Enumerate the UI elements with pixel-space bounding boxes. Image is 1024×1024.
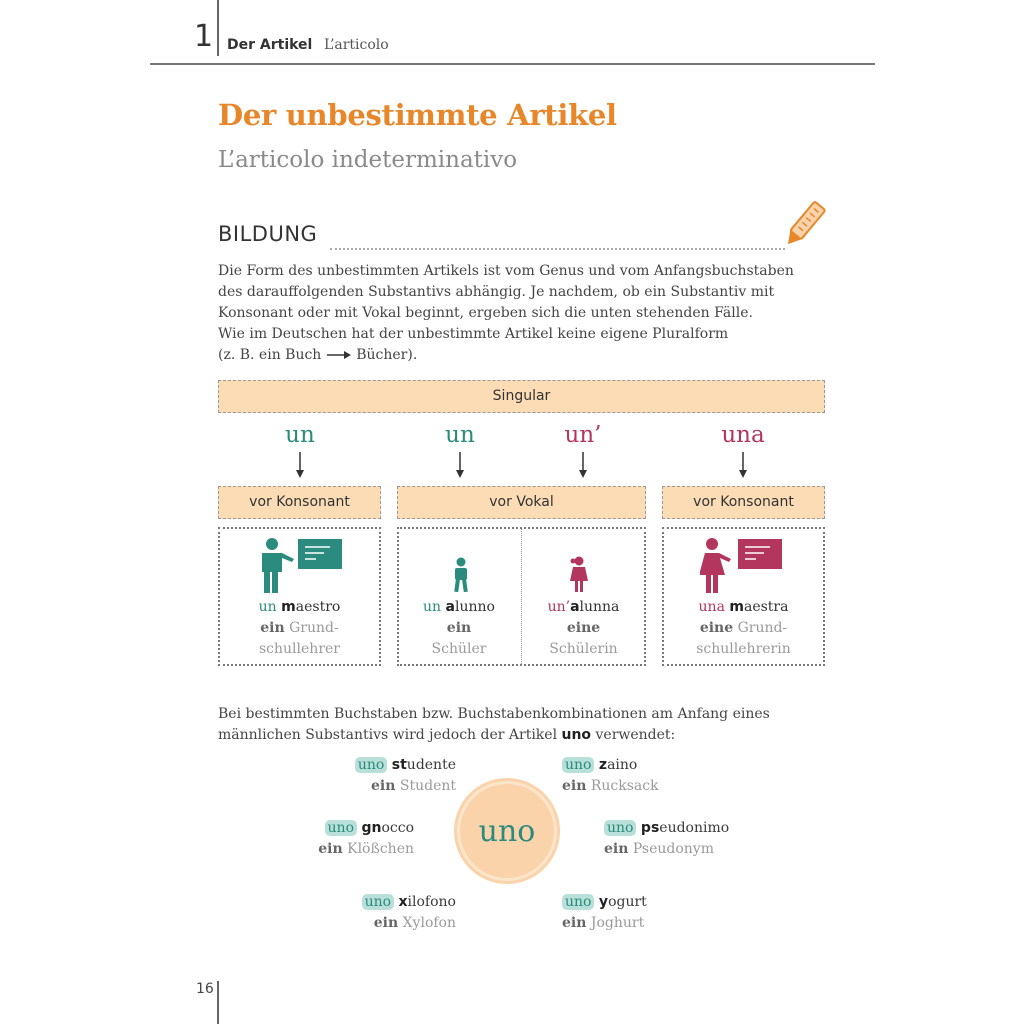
article-un-consonant: un xyxy=(285,422,315,448)
uno-paragraph xyxy=(218,704,770,746)
para-text: verwendet: xyxy=(591,727,676,743)
uno-de-article: ein xyxy=(562,915,587,931)
para-text: männlichen Substantivs wird jedoch der Artikel xyxy=(218,727,562,743)
uno-word-rest: ilofono xyxy=(407,894,456,910)
male-pupil-icon xyxy=(451,557,471,593)
uno-word-rest: eudonimo xyxy=(659,820,730,836)
example-initial: m xyxy=(281,599,296,615)
intro-line: Die Form des unbestimmten Artikels ist vom Genus und vom Anfangsbuchstaben xyxy=(218,263,794,279)
example-initial: a xyxy=(445,599,455,615)
uno-word-rest: aino xyxy=(607,757,638,773)
intro-line: Wie im Deutschen hat der unbestimmte Artikel keine eigene Pluralform xyxy=(218,326,729,342)
example-alunno xyxy=(397,597,521,660)
arrow-right-icon xyxy=(326,350,352,360)
uno-chip: uno xyxy=(604,820,636,836)
condition-vowel: vor Vokal xyxy=(397,486,646,519)
uno-de-article: ein xyxy=(318,841,343,857)
uno-chip: uno xyxy=(362,894,394,910)
intro-example-end: Bücher). xyxy=(356,347,418,363)
example-de-word: Schülerin xyxy=(549,641,618,657)
uno-paragraph-line: Bei bestimmten Buchstaben bzw. Buchstabenkombinationen am Anfang eines xyxy=(218,706,770,722)
example-de-article: ein xyxy=(260,620,285,636)
page-number: 16 xyxy=(196,981,214,997)
example-de-article: eine xyxy=(566,620,601,636)
uno-de-article: ein xyxy=(373,915,399,931)
chapter-subtitle: L’articolo xyxy=(324,37,389,53)
uno-de-word: Klößchen xyxy=(342,841,414,857)
uno-chip: uno xyxy=(355,757,387,773)
uno-item-xilofono xyxy=(340,892,456,934)
footer-divider xyxy=(217,981,219,1024)
pencil-icon xyxy=(780,198,828,252)
uno-paragraph-line xyxy=(218,725,770,746)
uno-item-gnocco xyxy=(300,818,414,860)
example-de-word: Grund- xyxy=(284,620,339,636)
section-dotted-rule xyxy=(330,248,785,250)
uno-initial: y xyxy=(598,894,609,910)
header-rule xyxy=(150,63,875,65)
example-initial: m xyxy=(729,599,744,615)
uno-center-circle: uno xyxy=(457,781,557,881)
male-teacher-icon xyxy=(258,537,344,595)
uno-initial: gn xyxy=(361,820,382,836)
uno-de-word: Joghurt xyxy=(586,915,645,931)
uno-initial: z xyxy=(598,757,608,773)
uno-de-article: ein xyxy=(371,778,396,794)
female-teacher-icon xyxy=(700,537,784,595)
uno-item-zaino xyxy=(562,755,659,797)
article-una: una xyxy=(721,422,765,448)
article-un-apostrophe: un’ xyxy=(564,422,602,448)
example-de-article: eine xyxy=(699,620,734,636)
uno-word-rest: ogurt xyxy=(608,894,647,910)
section-heading: BILDUNG xyxy=(218,222,318,246)
arrow-down-icon xyxy=(295,452,305,480)
uno-chip: uno xyxy=(562,894,594,910)
example-word-rest: aestra xyxy=(743,599,789,615)
uno-item-pseudonimo xyxy=(604,818,729,860)
example-maestra xyxy=(662,597,825,660)
example-de-word-cont: schullehrerin xyxy=(696,641,791,657)
page-subtitle: L’articolo indeterminativo xyxy=(218,147,518,173)
arrow-down-icon xyxy=(455,452,465,480)
uno-word-rest: udente xyxy=(406,757,456,773)
example-de-word: Grund- xyxy=(733,620,788,636)
condition-consonant-masc: vor Konsonant xyxy=(218,486,381,519)
uno-de-word: Pseudonym xyxy=(628,841,714,857)
uno-item-yogurt xyxy=(562,892,647,934)
para-bold-uno: uno xyxy=(561,727,592,743)
chapter-divider xyxy=(217,0,219,56)
uno-de-word: Xylofon xyxy=(398,915,456,931)
uno-de-word: Rucksack xyxy=(586,778,659,794)
intro-line: des darauffolgenden Substantivs abhängig. Je nachdem, ob ein Substantiv mit xyxy=(218,284,775,300)
uno-chip: uno xyxy=(562,757,594,773)
article-un-vowel: un xyxy=(445,422,475,448)
intro-example-start: (z. B. ein Buch xyxy=(218,347,322,363)
uno-de-article: ein xyxy=(562,778,587,794)
example-de-word: Schüler xyxy=(431,641,487,657)
example-word-rest: aestro xyxy=(295,599,341,615)
chapter-number: 1 xyxy=(194,19,214,54)
arrow-down-icon xyxy=(738,452,748,480)
chapter-title: Der Artikel xyxy=(227,37,313,53)
example-article: una xyxy=(698,599,725,615)
uno-word-rest: occo xyxy=(381,820,414,836)
example-article: un xyxy=(258,599,277,615)
uno-chip: uno xyxy=(325,820,357,836)
female-pupil-icon xyxy=(569,556,589,593)
example-initial: a xyxy=(570,599,580,615)
example-word-rest: lunno xyxy=(454,599,495,615)
uno-initial: st xyxy=(391,757,407,773)
example-maestro xyxy=(218,597,381,660)
uno-initial: ps xyxy=(640,820,660,836)
page-title: Der unbestimmte Artikel xyxy=(218,98,617,132)
example-de-article: ein xyxy=(446,620,472,636)
singular-header: Singular xyxy=(218,380,825,413)
example-article: un’ xyxy=(547,599,571,615)
uno-initial: x xyxy=(398,894,408,910)
uno-de-article: ein xyxy=(604,841,629,857)
condition-consonant-fem: vor Konsonant xyxy=(662,486,825,519)
arrow-down-icon xyxy=(578,452,588,480)
example-word-rest: lunna xyxy=(579,599,620,615)
intro-paragraph xyxy=(218,261,828,366)
example-alunna xyxy=(521,597,646,660)
uno-de-word: Student xyxy=(395,778,456,794)
intro-line xyxy=(218,345,828,366)
intro-line: Konsonant oder mit Vokal beginnt, ergeben sich die unten stehenden Fälle. xyxy=(218,305,753,321)
example-article: un xyxy=(423,599,442,615)
uno-item-studente xyxy=(340,755,456,797)
example-de-word-cont: schullehrer xyxy=(259,641,340,657)
